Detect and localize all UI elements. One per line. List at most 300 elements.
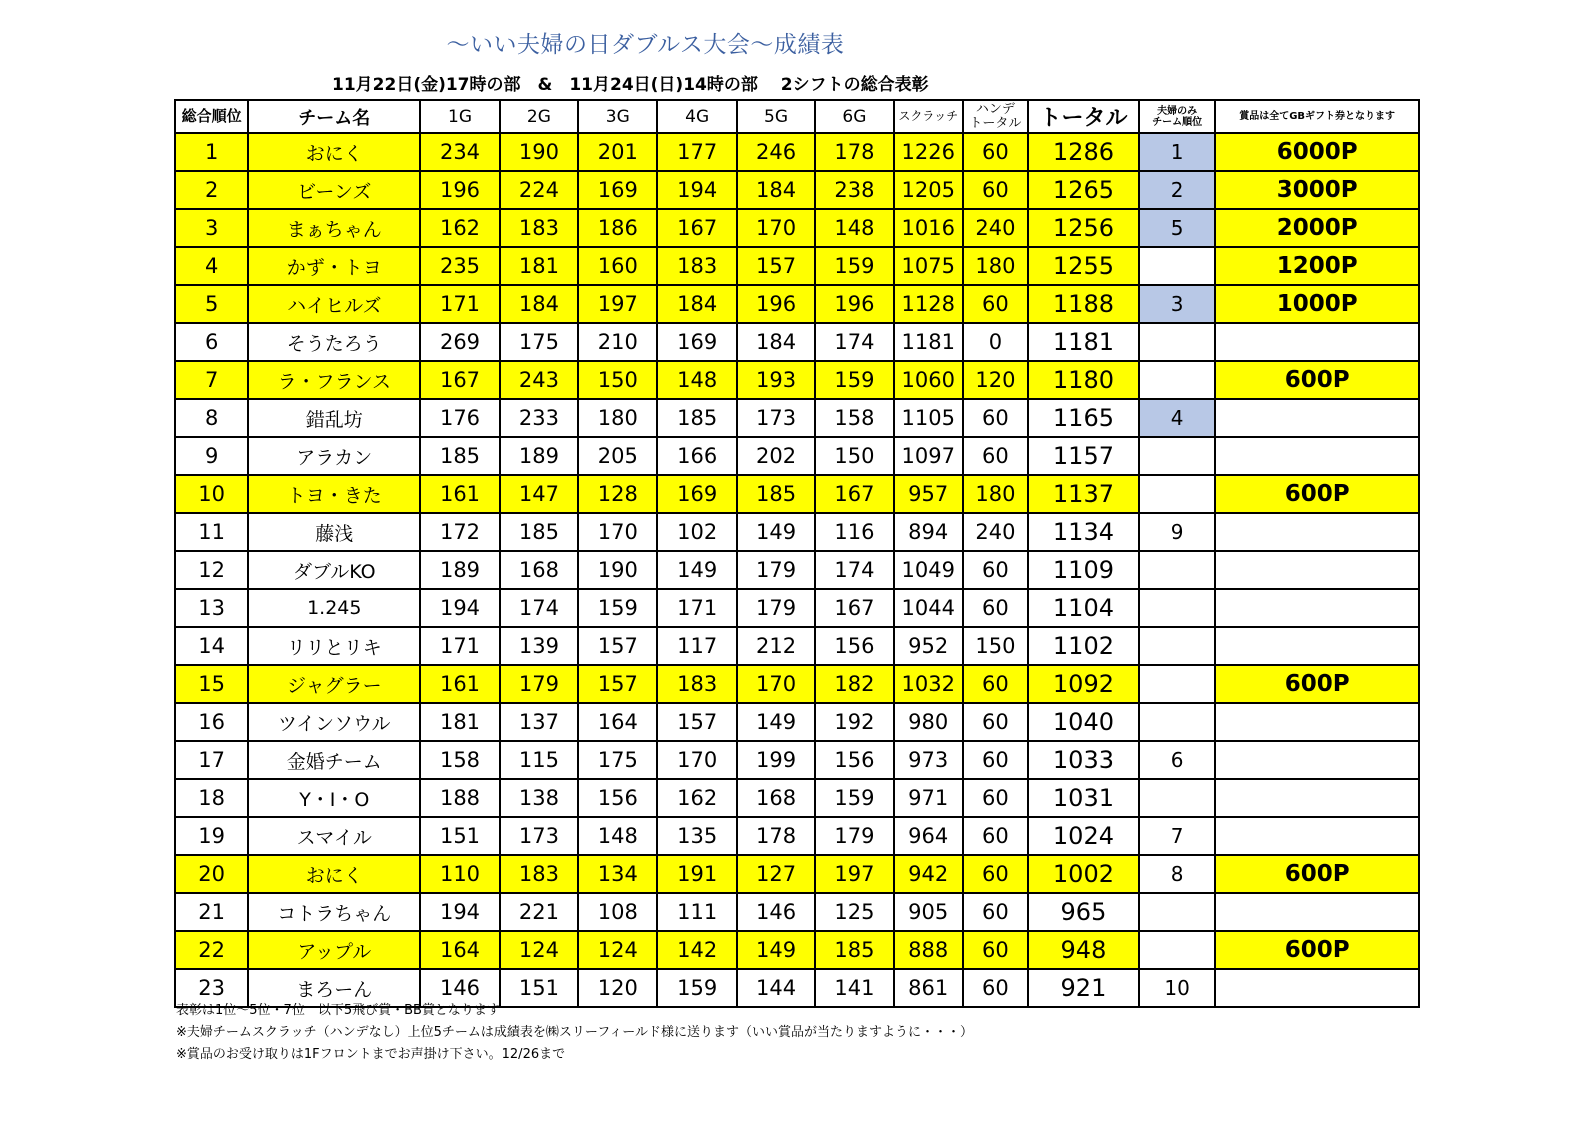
- scratch-cell: 1060: [894, 361, 963, 399]
- team-name-cell: リリとリキ: [248, 627, 420, 665]
- handicap-cell: 60: [963, 665, 1028, 703]
- table-row: [175, 931, 1419, 969]
- game1-cell: 188: [420, 779, 499, 817]
- rank-cell: 19: [175, 817, 248, 855]
- scratch-cell: 973: [894, 741, 963, 779]
- game5-cell: 196: [737, 285, 815, 323]
- rank-cell: 12: [175, 551, 248, 589]
- scratch-cell: 971: [894, 779, 963, 817]
- game4-cell: 184: [657, 285, 736, 323]
- game6-cell: 167: [815, 475, 893, 513]
- game6-cell: 182: [815, 665, 893, 703]
- game5-cell: 149: [737, 513, 815, 551]
- scratch-cell: 894: [894, 513, 963, 551]
- handicap-cell: 60: [963, 817, 1028, 855]
- prize-cell: 1000P: [1215, 285, 1419, 323]
- scratch-cell: 1226: [894, 133, 963, 171]
- team-name-cell: 錯乱坊: [248, 399, 420, 437]
- couple-rank-cell: [1139, 779, 1215, 817]
- header-total: トータル: [1028, 100, 1139, 133]
- prize-cell: [1215, 323, 1419, 361]
- game6-cell: 178: [815, 133, 893, 171]
- game1-cell: 146: [420, 969, 499, 1007]
- team-name-cell: 金婚チーム: [248, 741, 420, 779]
- game5-cell: 193: [737, 361, 815, 399]
- handicap-cell: 240: [963, 209, 1028, 247]
- total-cell: 1102: [1028, 627, 1139, 665]
- couple-rank-cell: 10: [1139, 969, 1215, 1007]
- prize-cell: [1215, 627, 1419, 665]
- game2-cell: 147: [500, 475, 578, 513]
- game4-cell: 169: [657, 475, 736, 513]
- header-handicap: [963, 100, 1028, 133]
- team-name-cell: まろーん: [248, 969, 420, 1007]
- game3-cell: 157: [578, 627, 657, 665]
- couple-rank-cell: [1139, 931, 1215, 969]
- total-cell: 1256: [1028, 209, 1139, 247]
- team-name-cell: ダブルKO: [248, 551, 420, 589]
- table-row: [175, 855, 1419, 893]
- rank-cell: 21: [175, 893, 248, 931]
- game4-cell: 102: [657, 513, 736, 551]
- prize-cell: [1215, 893, 1419, 931]
- game6-cell: 179: [815, 817, 893, 855]
- game6-cell: 116: [815, 513, 893, 551]
- game3-cell: 180: [578, 399, 657, 437]
- note-line: ※賞品のお受け取りは1Fフロントまでお声掛け下さい。12/26まで: [176, 1047, 566, 1062]
- table-row: [175, 285, 1419, 323]
- total-cell: 1181: [1028, 323, 1139, 361]
- couple-rank-cell: [1139, 589, 1215, 627]
- game1-cell: 171: [420, 285, 499, 323]
- scratch-cell: 1181: [894, 323, 963, 361]
- total-cell: 1265: [1028, 171, 1139, 209]
- game4-cell: 166: [657, 437, 736, 475]
- couple-rank-cell: [1139, 323, 1215, 361]
- scratch-cell: 1105: [894, 399, 963, 437]
- game3-cell: 169: [578, 171, 657, 209]
- table-row: [175, 361, 1419, 399]
- table-row: [175, 399, 1419, 437]
- rank-cell: 3: [175, 209, 248, 247]
- game1-cell: 164: [420, 931, 499, 969]
- game5-cell: 168: [737, 779, 815, 817]
- game2-cell: 243: [500, 361, 578, 399]
- total-cell: 921: [1028, 969, 1139, 1007]
- prize-cell: [1215, 703, 1419, 741]
- couple-rank-cell: [1139, 475, 1215, 513]
- couple-rank-cell: [1139, 893, 1215, 931]
- game5-cell: 184: [737, 171, 815, 209]
- header-rank: 総合順位: [175, 100, 248, 133]
- game6-cell: 150: [815, 437, 893, 475]
- game1-cell: 161: [420, 665, 499, 703]
- game4-cell: 149: [657, 551, 736, 589]
- couple-rank-cell: 8: [1139, 855, 1215, 893]
- prize-cell: [1215, 969, 1419, 1007]
- prize-cell: 600P: [1215, 361, 1419, 399]
- prize-cell: 600P: [1215, 665, 1419, 703]
- game1-cell: 196: [420, 171, 499, 209]
- rank-cell: 11: [175, 513, 248, 551]
- score-table: [174, 99, 1420, 1008]
- couple-rank-cell: 3: [1139, 285, 1215, 323]
- prize-cell: 2000P: [1215, 209, 1419, 247]
- game5-cell: 149: [737, 931, 815, 969]
- table-row: [175, 133, 1419, 171]
- total-cell: 1165: [1028, 399, 1139, 437]
- scratch-cell: 861: [894, 969, 963, 1007]
- game3-cell: 164: [578, 703, 657, 741]
- game1-cell: 176: [420, 399, 499, 437]
- game5-cell: 179: [737, 551, 815, 589]
- header-g2: 2G: [500, 100, 578, 133]
- game1-cell: 110: [420, 855, 499, 893]
- game5-cell: 146: [737, 893, 815, 931]
- team-name-cell: おにく: [248, 855, 420, 893]
- total-cell: 1024: [1028, 817, 1139, 855]
- game4-cell: 167: [657, 209, 736, 247]
- game3-cell: 157: [578, 665, 657, 703]
- game6-cell: 125: [815, 893, 893, 931]
- table-row: [175, 475, 1419, 513]
- game5-cell: 144: [737, 969, 815, 1007]
- game5-cell: 170: [737, 665, 815, 703]
- game4-cell: 117: [657, 627, 736, 665]
- team-name-cell: そうたろう: [248, 323, 420, 361]
- game1-cell: 234: [420, 133, 499, 171]
- game2-cell: 190: [500, 133, 578, 171]
- game2-cell: 168: [500, 551, 578, 589]
- couple-rank-cell: 5: [1139, 209, 1215, 247]
- game3-cell: 190: [578, 551, 657, 589]
- handicap-cell: 60: [963, 741, 1028, 779]
- couple-rank-cell: 9: [1139, 513, 1215, 551]
- table-row: [175, 437, 1419, 475]
- scratch-cell: 1205: [894, 171, 963, 209]
- handicap-cell: 60: [963, 855, 1028, 893]
- rank-cell: 13: [175, 589, 248, 627]
- prize-cell: [1215, 437, 1419, 475]
- prize-cell: 600P: [1215, 855, 1419, 893]
- game2-cell: 139: [500, 627, 578, 665]
- game2-cell: 184: [500, 285, 578, 323]
- game2-cell: 183: [500, 855, 578, 893]
- table-row: [175, 247, 1419, 285]
- table-row: [175, 817, 1419, 855]
- game3-cell: 175: [578, 741, 657, 779]
- team-name-cell: アップル: [248, 931, 420, 969]
- header-g4: 4G: [657, 100, 736, 133]
- header-couple-rank: [1139, 100, 1215, 133]
- handicap-cell: 60: [963, 589, 1028, 627]
- prize-cell: [1215, 817, 1419, 855]
- prize-cell: [1215, 589, 1419, 627]
- handicap-cell: 60: [963, 551, 1028, 589]
- prize-cell: 1200P: [1215, 247, 1419, 285]
- table-row: [175, 513, 1419, 551]
- game2-cell: 137: [500, 703, 578, 741]
- game1-cell: 235: [420, 247, 499, 285]
- game6-cell: 174: [815, 551, 893, 589]
- scratch-cell: 1075: [894, 247, 963, 285]
- page-title: [0, 26, 1587, 59]
- game3-cell: 170: [578, 513, 657, 551]
- scratch-cell: 957: [894, 475, 963, 513]
- game6-cell: 196: [815, 285, 893, 323]
- game2-cell: 173: [500, 817, 578, 855]
- rank-cell: 18: [175, 779, 248, 817]
- game2-cell: 183: [500, 209, 578, 247]
- game5-cell: 246: [737, 133, 815, 171]
- game2-cell: 138: [500, 779, 578, 817]
- total-cell: 1104: [1028, 589, 1139, 627]
- scratch-cell: 1049: [894, 551, 963, 589]
- game1-cell: 194: [420, 893, 499, 931]
- game3-cell: 159: [578, 589, 657, 627]
- game6-cell: 197: [815, 855, 893, 893]
- table-row: [175, 779, 1419, 817]
- game2-cell: 221: [500, 893, 578, 931]
- total-cell: 1157: [1028, 437, 1139, 475]
- table-row: [175, 741, 1419, 779]
- game3-cell: 156: [578, 779, 657, 817]
- game4-cell: 191: [657, 855, 736, 893]
- total-cell: 1109: [1028, 551, 1139, 589]
- rank-cell: 2: [175, 171, 248, 209]
- game2-cell: 175: [500, 323, 578, 361]
- game3-cell: 186: [578, 209, 657, 247]
- notes: [176, 1000, 973, 1066]
- game6-cell: 238: [815, 171, 893, 209]
- prize-cell: 600P: [1215, 475, 1419, 513]
- game4-cell: 185: [657, 399, 736, 437]
- table-row: [175, 171, 1419, 209]
- game4-cell: 177: [657, 133, 736, 171]
- scratch-cell: 964: [894, 817, 963, 855]
- page-subtitle: 11月22日(金)17時の部 & 11月24日(日)14時の部 2シフトの総合表彰: [332, 75, 929, 95]
- team-name-cell: ビーンズ: [248, 171, 420, 209]
- table-row: [175, 703, 1419, 741]
- page-title-text: ～いい夫婦の日ダブルス大会～成績表: [446, 32, 845, 58]
- prize-cell: 600P: [1215, 931, 1419, 969]
- game2-cell: 151: [500, 969, 578, 1007]
- note-line: ※夫婦チームスクラッチ（ハンデなし）上位5チームは成績表を㈱スリーフィールド様に送ります（いい賞品が当たりますように・・・）: [176, 1025, 973, 1040]
- handicap-cell: 60: [963, 171, 1028, 209]
- header-handicap-line2: トータル: [969, 115, 1022, 131]
- total-cell: 1033: [1028, 741, 1139, 779]
- handicap-cell: 120: [963, 361, 1028, 399]
- game1-cell: 189: [420, 551, 499, 589]
- game4-cell: 135: [657, 817, 736, 855]
- handicap-cell: 180: [963, 475, 1028, 513]
- rank-cell: 23: [175, 969, 248, 1007]
- header-row: [175, 100, 1419, 133]
- table-row: [175, 551, 1419, 589]
- table-row: [175, 665, 1419, 703]
- total-cell: 1255: [1028, 247, 1139, 285]
- rank-cell: 17: [175, 741, 248, 779]
- game6-cell: 159: [815, 361, 893, 399]
- team-name-cell: Y・I・O: [248, 779, 420, 817]
- handicap-cell: 60: [963, 893, 1028, 931]
- game4-cell: 170: [657, 741, 736, 779]
- scratch-cell: 952: [894, 627, 963, 665]
- game3-cell: 150: [578, 361, 657, 399]
- game1-cell: 161: [420, 475, 499, 513]
- total-cell: 1137: [1028, 475, 1139, 513]
- header-g6: 6G: [815, 100, 893, 133]
- game5-cell: 178: [737, 817, 815, 855]
- couple-rank-cell: [1139, 247, 1215, 285]
- header-g3: 3G: [578, 100, 657, 133]
- team-name-cell: ツインソウル: [248, 703, 420, 741]
- rank-cell: 6: [175, 323, 248, 361]
- game4-cell: 169: [657, 323, 736, 361]
- rank-cell: 14: [175, 627, 248, 665]
- prize-cell: 3000P: [1215, 171, 1419, 209]
- handicap-cell: 60: [963, 133, 1028, 171]
- total-cell: 948: [1028, 931, 1139, 969]
- table-row: [175, 893, 1419, 931]
- game3-cell: 201: [578, 133, 657, 171]
- team-name-cell: 1.245: [248, 589, 420, 627]
- game3-cell: 148: [578, 817, 657, 855]
- handicap-cell: 60: [963, 703, 1028, 741]
- total-cell: 1002: [1028, 855, 1139, 893]
- game3-cell: 205: [578, 437, 657, 475]
- game4-cell: 142: [657, 931, 736, 969]
- header-team: チーム名: [248, 100, 420, 133]
- game2-cell: 179: [500, 665, 578, 703]
- game4-cell: 159: [657, 969, 736, 1007]
- header-couple-line2: チーム順位: [1152, 116, 1203, 128]
- game2-cell: 224: [500, 171, 578, 209]
- game1-cell: 167: [420, 361, 499, 399]
- game4-cell: 111: [657, 893, 736, 931]
- game3-cell: 197: [578, 285, 657, 323]
- scratch-cell: 1097: [894, 437, 963, 475]
- game6-cell: 159: [815, 779, 893, 817]
- team-name-cell: ラ・フランス: [248, 361, 420, 399]
- total-cell: 1188: [1028, 285, 1139, 323]
- game6-cell: 192: [815, 703, 893, 741]
- game6-cell: 148: [815, 209, 893, 247]
- game3-cell: 108: [578, 893, 657, 931]
- couple-rank-cell: 6: [1139, 741, 1215, 779]
- game6-cell: 159: [815, 247, 893, 285]
- total-cell: 965: [1028, 893, 1139, 931]
- prize-cell: [1215, 779, 1419, 817]
- game3-cell: 160: [578, 247, 657, 285]
- game4-cell: 157: [657, 703, 736, 741]
- team-name-cell: ハイヒルズ: [248, 285, 420, 323]
- team-name-cell: かず・トヨ: [248, 247, 420, 285]
- game4-cell: 171: [657, 589, 736, 627]
- handicap-cell: 180: [963, 247, 1028, 285]
- header-handicap-line1: ハンデ: [975, 101, 1015, 117]
- total-cell: 1031: [1028, 779, 1139, 817]
- rank-cell: 9: [175, 437, 248, 475]
- rank-cell: 20: [175, 855, 248, 893]
- scratch-cell: 888: [894, 931, 963, 969]
- scratch-cell: 1016: [894, 209, 963, 247]
- rank-cell: 10: [175, 475, 248, 513]
- rank-cell: 7: [175, 361, 248, 399]
- couple-rank-cell: 1: [1139, 133, 1215, 171]
- scratch-cell: 1032: [894, 665, 963, 703]
- score-body: [175, 133, 1419, 1007]
- handicap-cell: 60: [963, 399, 1028, 437]
- game5-cell: 202: [737, 437, 815, 475]
- game5-cell: 179: [737, 589, 815, 627]
- team-name-cell: コトラちゃん: [248, 893, 420, 931]
- couple-rank-cell: [1139, 551, 1215, 589]
- rank-cell: 5: [175, 285, 248, 323]
- team-name-cell: スマイル: [248, 817, 420, 855]
- table-row: [175, 627, 1419, 665]
- couple-rank-cell: [1139, 703, 1215, 741]
- prize-cell: [1215, 551, 1419, 589]
- game1-cell: 181: [420, 703, 499, 741]
- game2-cell: 185: [500, 513, 578, 551]
- game4-cell: 183: [657, 247, 736, 285]
- game1-cell: 172: [420, 513, 499, 551]
- table-row: [175, 209, 1419, 247]
- game2-cell: 189: [500, 437, 578, 475]
- game5-cell: 185: [737, 475, 815, 513]
- game1-cell: 171: [420, 627, 499, 665]
- couple-rank-cell: [1139, 437, 1215, 475]
- prize-cell: [1215, 513, 1419, 551]
- game1-cell: 194: [420, 589, 499, 627]
- game5-cell: 199: [737, 741, 815, 779]
- game1-cell: 158: [420, 741, 499, 779]
- game3-cell: 134: [578, 855, 657, 893]
- couple-rank-cell: [1139, 665, 1215, 703]
- game5-cell: 184: [737, 323, 815, 361]
- handicap-cell: 0: [963, 323, 1028, 361]
- game5-cell: 173: [737, 399, 815, 437]
- header-g5: 5G: [737, 100, 815, 133]
- scratch-cell: 1128: [894, 285, 963, 323]
- team-name-cell: 藤浅: [248, 513, 420, 551]
- handicap-cell: 60: [963, 437, 1028, 475]
- game6-cell: 185: [815, 931, 893, 969]
- handicap-cell: 60: [963, 931, 1028, 969]
- game1-cell: 151: [420, 817, 499, 855]
- game4-cell: 148: [657, 361, 736, 399]
- prize-cell: [1215, 741, 1419, 779]
- team-name-cell: ジャグラー: [248, 665, 420, 703]
- total-cell: 1092: [1028, 665, 1139, 703]
- team-name-cell: アラカン: [248, 437, 420, 475]
- game3-cell: 210: [578, 323, 657, 361]
- rank-cell: 1: [175, 133, 248, 171]
- total-cell: 1286: [1028, 133, 1139, 171]
- rank-cell: 8: [175, 399, 248, 437]
- couple-rank-cell: [1139, 627, 1215, 665]
- game2-cell: 115: [500, 741, 578, 779]
- game5-cell: 157: [737, 247, 815, 285]
- game5-cell: 127: [737, 855, 815, 893]
- game4-cell: 162: [657, 779, 736, 817]
- scratch-cell: 1044: [894, 589, 963, 627]
- game5-cell: 212: [737, 627, 815, 665]
- scratch-cell: 980: [894, 703, 963, 741]
- rank-cell: 15: [175, 665, 248, 703]
- game6-cell: 158: [815, 399, 893, 437]
